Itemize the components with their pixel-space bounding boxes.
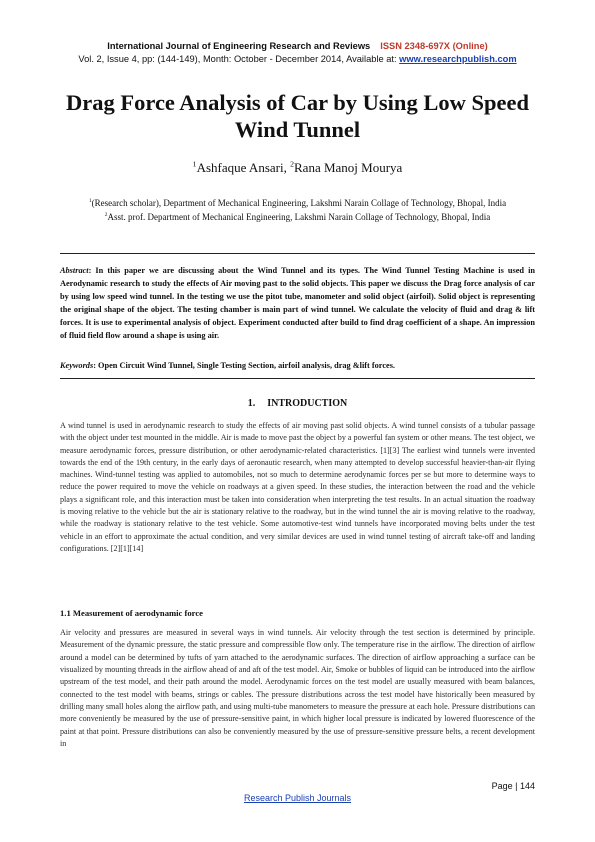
author-1: Ashfaque Ansari, — [196, 160, 291, 175]
measurement-paragraph: Air velocity and pressures are measured in several ways in wind tunnels. Air velocity through the test section is determined by principle. Measurement of the dynamic pressure, the static pressure and compressible flow only. The temperature rise in the airflow. The direction of airflow around a model can be determined by tufts of yarn attached to the aerodynamic surfaces. The direction of airflow approaching a surface can be visualized by mounting threads in the airflow ahead of and aft of the test model. Air, Smoke or bubbles of liquid can be introduced into the airflow upstream of the test model, and their path around the model. Aerodynamic forces on the test model are usually measured with beam balances, connected to the test model with beams, strings or cables. The pressure distributions across the test model have historically been measured by drilling many small holes along the airflow path, and using multi-tube manometers to measure the pressure at each hole. Pressure distributions can more conveniently be measured by the use of pressure-sensitive paint, in which higher local pressure is indicated by lowered fluorescence of the paint at that point. Pressure distributions can also be conveniently measured by the use of pressure-sensitive pressure belts, a recent development in — [60, 628, 535, 749]
keywords-label: Keywords — [60, 361, 94, 370]
author-2-sup: 2 — [290, 159, 294, 169]
subsection-heading: 1.1 Measurement of aerodynamic force — [60, 608, 203, 618]
volume-info: Vol. 2, Issue 4, pp: (144-149), Month: October - December 2014, Available at: — [78, 54, 400, 64]
abstract-top-rule — [60, 253, 535, 254]
issn: ISSN 2348-697X (Online) — [380, 41, 488, 51]
section-number: 1. — [247, 398, 256, 409]
website-link[interactable]: www.researchpublish.com — [399, 54, 517, 64]
abstract-label: Abstract — [60, 266, 89, 275]
page-number: Page | 144 — [491, 781, 535, 791]
section-heading — [0, 398, 595, 409]
journal-name: International Journal of Engineering Research and Reviews — [107, 41, 371, 51]
author-1-sup: 1 — [192, 159, 197, 169]
affiliation-1-sup: 1 — [88, 198, 92, 204]
abstract — [60, 264, 535, 343]
affiliation-2 — [0, 210, 595, 224]
affiliation-2-text: Asst. prof. Department of Mechanical Engineering, Lakshmi Narain Collage of Technology, Bhopal, India — [107, 212, 491, 222]
paper-title: Drag Force Analysis of Car by Using Low Speed Wind Tunnel — [66, 90, 529, 142]
author-2: Rana Manoj Mourya — [294, 160, 403, 175]
abstract-bottom-rule — [60, 378, 535, 379]
abstract-text: : In this paper we are discussing about the Wind Tunnel and its types. The Wind Tunnel Testing Machine is used in Aerodynamic research to study the effects of Air moving past to the solid objects. This paper we discuss the Drag force analysis of car by using low speed wind tunnel. In the testing we use the pitot tube, manometer and solid object (airfoil). Solid object is representing the original shape of the object. The testing chamber is main part of wind tunnel. We calculate the velocity of fluid and drag & lift forces. It is use to experimental analysis of object. Experiment conducted after build to find drag coefficient of a shape. An impression of fluid field flow around a shape is using air. — [60, 266, 535, 341]
intro-paragraph: A wind tunnel is used in aerodynamic research to study the effects of air moving past solid objects. A wind tunnel consists of a tubular passage with the object under test mounted in the middle. Air is made to move past the object by a powerful fan system or other means. The test object, we measure aerodynamic forces, pressure distribution, or other aerodynamic-related characteristics. [1][3] The earliest wind tunnels were invented towards the end of the 19th century, in the early days of aeronautic research, when many attempted to develop successful heavier-than-air flying machines. Wind-tunnel testing was applied to automobiles, not so much to determine aerodynamic forces per se but more to determine ways to reduce the power required to move the vehicle on roadways at a given speed. In these studies, the interaction between the road and the vehicle plays a significant role, and this interaction must be taken into consideration when interpreting the test results. In an actual situation the roadway is moving relative to the vehicle but the air is stationary relative to the roadway, but in the wind tunnel the air is moving relative to the roadway, while the roadway is stationary relative to the test vehicle. Some automotive-test wind tunnels have incorporated moving belts under the test vehicle in an effort to approximate the actual condition, and very similar devices are used in wind tunnel testing of aircraft take-off and landing configurations. [2][1][14] — [60, 421, 535, 553]
affiliations — [0, 196, 595, 224]
affiliation-2-sup: 2 — [104, 212, 108, 218]
volume-line — [0, 54, 595, 64]
keywords-text: : Open Circuit Wind Tunnel, Single Testing Section, airfoil analysis, drag &lift forces. — [93, 361, 396, 370]
journal-header — [0, 41, 595, 51]
authors — [0, 160, 595, 176]
footer-link[interactable]: Research Publish Journals — [243, 793, 352, 803]
affiliation-1-text: (Research scholar), Department of Mechanical Engineering, Lakshmi Narain Collage of Technology, Bhopal, India — [91, 198, 507, 208]
keywords — [60, 361, 535, 370]
footer — [0, 793, 595, 803]
section-title: INTRODUCTION — [267, 398, 348, 409]
affiliation-1 — [0, 196, 595, 210]
